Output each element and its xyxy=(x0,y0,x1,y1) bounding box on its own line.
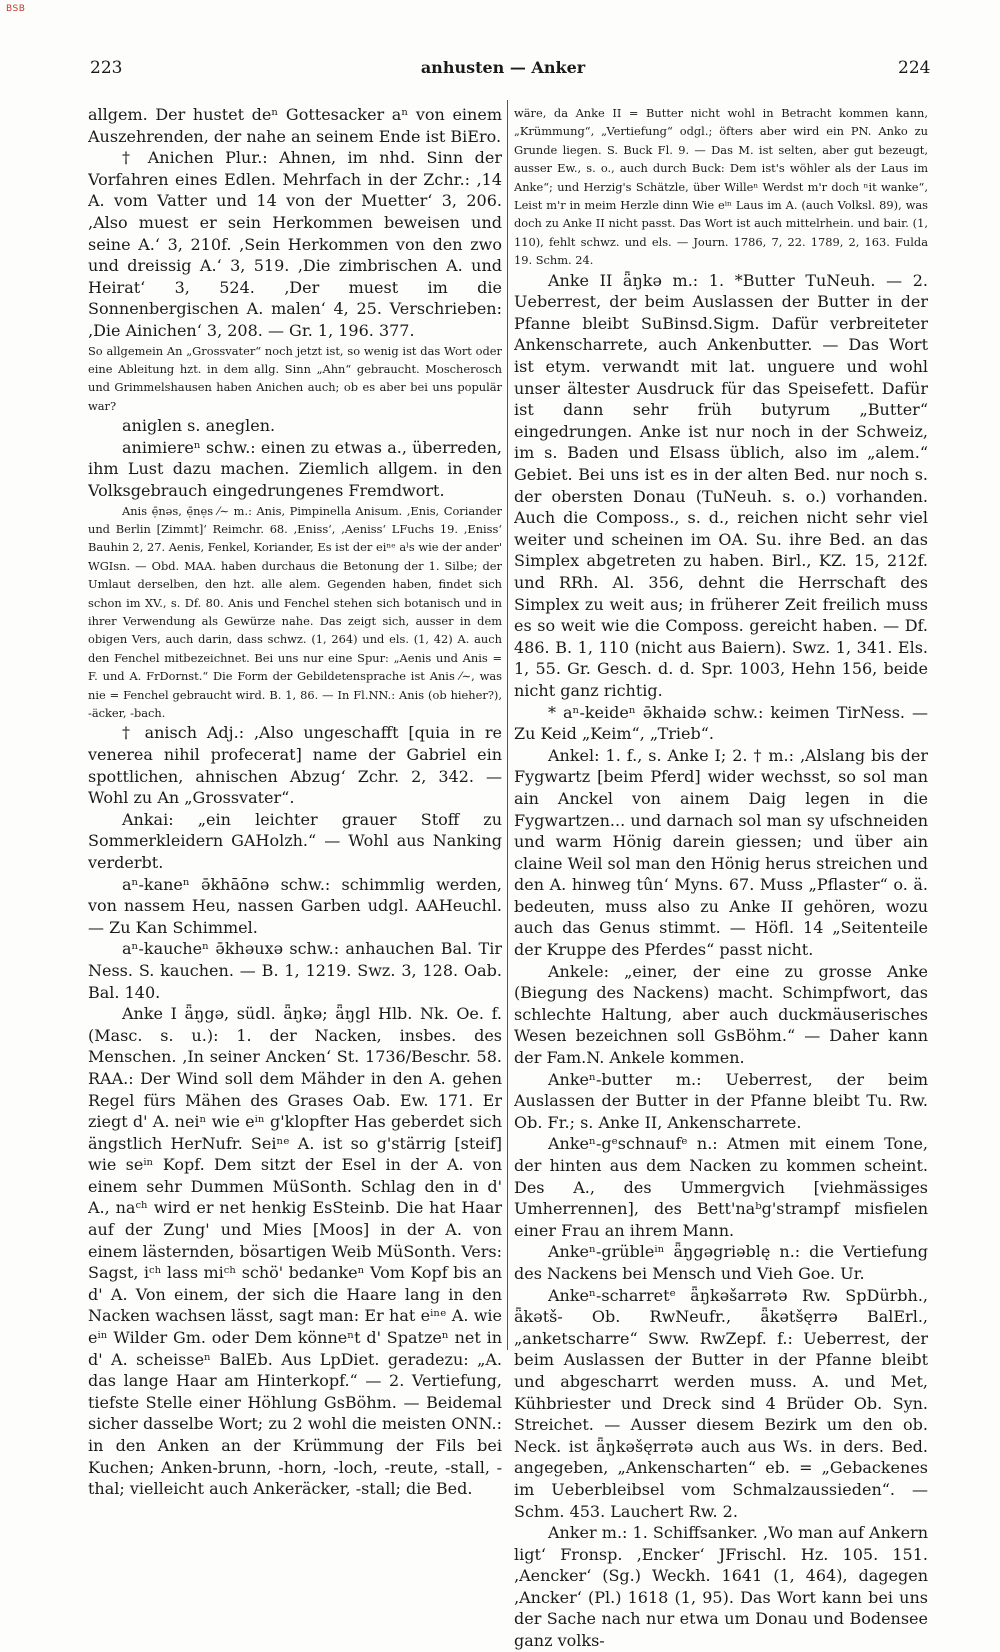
entry-animieren: animiereⁿ schw.: einen zu etwas a., überreden, ihm Lust dazu machen. Ziemlich allgem. in den Volksgebrauch eingedrungenes Fremdwort. xyxy=(88,437,502,500)
note-anichen: So allgemein An „Grossvater“ noch jetzt ist, so wenig ist das Wort oder eine Ableitung hzt. in dem allg. Sinn „Ahn“ gebraucht. Moscherosch und Grimmelshausen haben Anichen auch; ob es aber bei uns populär war? xyxy=(88,343,502,413)
entry-anisch: † anisch Adj.: ‚Also ungeschafft [quia in re venerea nihil profecerat] name der Gabriel ein spottlichen, ahnischen Abzug‘ Zchr. 2, 342. — Wohl zu An „Grossvater“. xyxy=(88,723,502,808)
running-title: anhusten — Anker xyxy=(420,58,586,77)
entry-allgem: allgem. Der hustet deⁿ Gottesacker aⁿ von einem Auszehrenden, der nahe an seinem Ende ist BiEro. xyxy=(88,105,502,146)
entry-ankanen: aⁿ-kaneⁿ ə̄khāōnə schw.: schimmlig werden, von nassem Heu, nassen Garben udgl. AAHeuchl. — Zu Kan Schimmel. xyxy=(88,874,502,937)
entry-anis: Anis ẹ̄nəs, ẹ̄nẹs ⁄∼ m.: Anis, Pimpinella Anisum. ‚Enis, Coriander und Berlin [Zimmt]‘ Reimchr. 68. ‚Eniss‘, ‚Aeniss‘ LFuchs 19. ‚Eniss‘ Bauhin 2, 27. Aenis, Fenkel, Koriander, Es ist der eiⁿᵉ aˡs wie der ander' WGIsn. — Obd. MAA. haben durchaus die Betonung der 1. Silbe; der Umlaut derselben, den hzt. alle alem. Gegenden haben, findet sich schon im XV., s. Df. 80. Anis und Fenchel stehen sich botanisch und in ihrer Verwendung als Gewürze nahe. Das zeigt sich, ausser in dem obigen Vers, auch darin, dass schwz. (1, 264) und els. (1, 42) A. auch den Fenchel mitbezeichnet. Bei uns nur eine Spur: „Aenis und Anis = F. und A. FrDornst.“ Die Form der Gebildetensprache ist Anis ⁄∼, was nie = Fenchel gebraucht wird. B. 1, 86. — In Fl.NN.: Anis (ob hieher?), -äcker, -bach. xyxy=(88,503,502,720)
entry-ankauchen: aⁿ-kaucheⁿ ə̄khəuxə schw.: anhauchen Bal. Tir Ness. S. kauchen. — B. 1, 1219. Swz. 3, 128. Oab. Bal. 140. xyxy=(88,939,502,1002)
library-stamp: BSB xyxy=(6,4,26,14)
note-anke-i-cont: wäre, da Anke II = Butter nicht wohl in Betracht kommen kann, „Krümmung“, „Vertiefung“ odgl.; öfters aber wird ein PN. Anko zu Grunde liegen. S. Buck Fl. 9. — Das M. ist selten, aber gut bezeugt, ausser Ew., s. o., auch durch Buck: Dem ist's wöhler als der Laus im Anke“; und Herzig's Schätzle, über Willeⁿ Werdst m'r doch ⁿit wanke“, Leist m'r in meim Herzle dinn Wie eⁱⁿ Laus im A. (auch Volksl. 89), was doch zu Anke II nicht passt. Das Wort ist auch mittelrhein. und bair. (1, 110), fehlt schwz. und els. — Journ. 1786, 7, 22. 1789, 2, 163. Fulda 19. Schm. 24. xyxy=(514,106,928,268)
entry-aniglen: aniglen s. aneglen. xyxy=(122,416,276,436)
entry-ankel: Ankel: 1. f., s. Anke I; 2. † m.: ‚Alslang bis der Fygwartz [beim Pferd] wider wechsst, so sol man ain Anckel von ainem Daig legen in die Fygwartzen... und darnach sol man sy ufschneiden und warm Hönig darein giessen; und über ain claine Weil sol man den Hönig herus streichen und den A. hinweg tûn‘ Myns. 67. Muss „Pflaster“ o. ä. bedeuten, muss also zu Anke II gehören, wozu auch das Genus stimmt. — Höfl. 14 „Seitenteile der Kruppe des Pferdes“ passt nicht. xyxy=(514,745,928,960)
entry-ankeiden: * aⁿ-keideⁿ ə̄khaidə schw.: keimen TirNess. — Zu Keid „Keim“, „Trieb“. xyxy=(514,702,928,744)
right-column xyxy=(514,104,928,1652)
entry-anke-ii: Anke II ǟŋkə m.: 1. *Butter TuNeuh. — 2. Ueberrest, der beim Auslassen der Butter in der Pfanne bleibt SuBinsd.Sigm. Dafür verbreiteter Ankenscharrete, auch Ankenbutter. — Das Wort ist etym. verwandt mit lat. unguere und wohl unser ältester Ausdruck für das Speisefett. Dafür ist dann sehr früh butyrum „Butter“ eingedrungen. Anke ist nur noch in der Schweiz, im s. Baden und Elsass üblich, also im „alem.“ Gebiet. Bei uns ist es in der alten Bed. nur noch s. der obersten Donau (TuNeuh. s. o.) vorhanden. Auch die Composs., s. d., reichen nicht sehr viel weiter und scheinen im OA. Su. ihre Bed. an das Simplex abgetreten zu haben. Birl., KZ. 15, 212f. und RRh. Al. 356, dehnt die Herrschaft des Simplex zu weit aus; in früherer Zeit freilich muss es so weit wie die Composs. gereicht haben. — Df. 486. B. 1, 110 (nicht aus Baiern). Swz. 1, 341. Els. 1, 55. Gr. Gesch. d. d. Spr. 1003, Hehn 156, beide nicht ganz richtig. xyxy=(514,270,928,700)
entry-anichen: † Anichen Plur.: Ahnen, im nhd. Sinn der Vorfahren eines Edlen. Mehrfach in der Zchr.: ‚14 A. vom Vatter und 14 von der Muetter‘ 3, 206. ‚Also muest er sein Herkommen beweisen und seine A.‘ 3, 210f. ‚Sein Herkommen von den zwo und dreissig A.‘ 3, 519. ‚Die zimbrischen A. und Heirat‘ 3, 524. ‚Der muest im die Sonnenbergischen A. malen‘ 4, 25. Verschrieben: ‚Die Ainichen‘ 3, 208. — Gr. 1, 196. 377. xyxy=(88,148,502,340)
entry-ankenbutter: Ankeⁿ-butter m.: Ueberrest, der beim Auslassen der Butter in der Pfanne bleibt Tu. Rw. Ob. Fr.; s. Anke II, Ankenscharrete. xyxy=(514,1069,928,1132)
entry-ankengeschnaufe: Ankeⁿ-gᵉschnaufᵉ n.: Atmen mit einem Tone, der hinten aus dem Nacken zu kommen scheint. Des A., des Ummergvich [viehmässiges Umherrennen], des Bett'naᵇg'strampf misfielen einer Frau an ihrem Mann. xyxy=(514,1134,928,1240)
entry-anke-i: Anke I ǟŋgə, südl. ǟŋkə; ǟŋgl Hlb. Nk. Oe. f. (Masc. s. u.): 1. der Nacken, insbes. des Menschen. ‚In seiner Ancken‘ St. 1736/Beschr. 58. RAA.: Der Wind soll dem Mähder in den A. gehen Regel fürs Mähen des Grases Oab. Ew. 171. Er ziegt d' A. neiⁿ wie eⁱⁿ g'klopfter Has geberdet sich ängstlich HerNufr. Seiⁿᵉ A. ist so g'stärrig [steif] wie seⁱⁿ Kopf. Dem sitzt der Esel in der A. von einem sehr Dummen MüSonth. Schlag den in d' A., naᶜʰ wird er net henkig EsSteinb. Die hat Haar auf der Zung' und Mies [Moos] in der A. von einem lästernden, bösartigen Weib MüSonth. Vers: Sagst, iᶜʰ lass miᶜʰ schö' bedankeⁿ Vom Kopf bis an d' A. Von einem, der sich die Haare lang in den Nacken wachsen lässt, sagt man: Er hat eⁱⁿᵉ A. wie eⁱⁿ Wilder Gm. oder Dem könneⁿt d' Spatzeⁿ net in d' A. scheisseⁿ BalEb. Aus LpDiet. geradezu: „A. das lange Haar am Hinterkopf.“ — 2. Vertiefung, tiefste Stelle einer Höhlung GsBöhm. — Beidemal sicher dasselbe Wort; zu 2 wohl die meisten ONN.: in den Anken an der Krümmung der Fils bei Kuchen; Anken-brunn, -horn, -loch, -reute, -stall, -thal; vielleicht auch Ankeräcker, -stall; die Bed. xyxy=(88,1004,502,1499)
page-number-left: 223 xyxy=(90,58,123,78)
left-column xyxy=(88,104,502,1500)
entry-ankenscharrete: Ankeⁿ-scharretᵉ ǟŋkəšarrətə Rw. SpDürbh., ǟkətš- Ob. RwNeufr., ǟkətšęrrə BalErl., „anketscharre“ Sww. RwZepf. f.: Ueberrest, der beim Auslassen der Butter in der Pfanne bleibt und abgescharrt werden muss. A. und Met, Kühbriester und Dreck sind 4 Brüder Ob. Syn. Streichet. — Ausser diesem Bezirk um den ob. Neck. ist ǟŋkəšęrrətə auch aus Ws. in ders. Bed. angegeben, „Ankenscharten“ eb. = „Gebackenes im Ueberbleibsel vom Schmalzaussieden“. — Schm. 453. Lauchert Rw. 2. xyxy=(514,1285,928,1521)
page-number-right: 224 xyxy=(898,58,931,78)
entry-ankele: Ankele: „einer, der eine zu grosse Anke (Biegung des Nackens) macht. Schimpfwort, das schlechte Haltung, aber auch duckmäuserisches Wesen bezeichnen soll GsBöhm.“ — Daher kann der Fam.N. Ankele kommen. xyxy=(514,961,928,1068)
entry-ankengruble: Ankeⁿ-grübleⁱⁿ ǟŋgəgriəblę n.: die Vertiefung des Nackens bei Mensch und Vieh Goe. Ur. xyxy=(514,1242,928,1283)
entry-ankai: Ankai: „ein leichter grauer Stoff zu Sommerkleidern GAHolzh.“ — Wohl aus Nanking verderbt. xyxy=(88,809,502,872)
entry-anker: Anker m.: 1. Schiffsanker. ‚Wo man auf Ankern ligt‘ Fronsp. ‚Encker‘ JFrischl. Hz. 105. 151. ‚Aencker‘ (Sg.) Weckh. 1641 (1, 464), dagegen ‚Ancker‘ (Pl.) 1618 (1, 95). Das Wort kann bei uns der Sache nach nur etwa um Donau und Bodensee ganz volks- xyxy=(514,1523,928,1651)
column-divider xyxy=(507,100,508,1350)
